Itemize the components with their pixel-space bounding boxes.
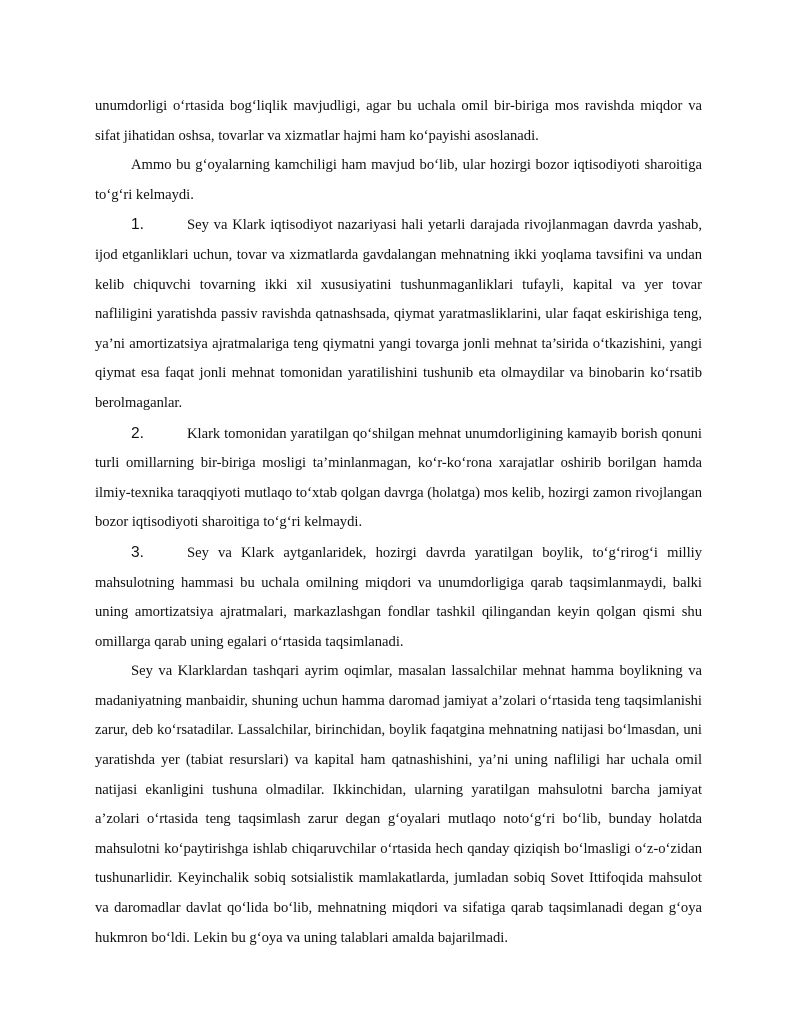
item-text: Sey va Klark iqtisodiyot nazariyasi hali yetarli darajada rivojlanmagan davrda yashab, ijod etganliklari uchun, tovar va xizmatlarda gavdalangan mehnatning ikki yoqlama tavsifini va undan kelib chiquvchi tovarning ikki xil xususiyatini tushunmaganliklari tufayli, kapital va yer tovar nafliligini yaratishda passiv ravishda qatnashsada, qiymat yaratmasliklarini, ular faqat eskirishiga teng, ya’ni amortizatsiya ajratmalariga teng qiymatni yangi tovarga jonli mehnat ta’sirida o‘tkazishini, yangi qiymat esa faqat jonli mehnat tomonidan yaratilishini tushunib eta olmaydilar va binobarin ko‘rsatib berolmaganlar. [95,217,702,411]
item-number: 3. [131,543,144,561]
numbered-item-2 [95,419,702,538]
item-text: Sey va Klark aytganlaridek, hozirgi davrda yaratilgan boylik, to‘g‘rirog‘i milliy mahsulotning hammasi bu uchala omilning miqdori va unumdorligiga qarab taqsimlanmaydi, balki uning amortizatsiya ajratmalari, markazlashgan fondlar tashkil qilingandan keyin qolgan qismi shu omillarga qarab uning egalari o‘rtasida taqsimlanadi. [95,544,702,650]
numbered-item-1 [95,210,702,418]
paragraph-shortcomings: Ammo bu g‘oyalarning kamchiligi ham mavjud bo‘lib, ular hozirgi bozor iqtisodiyoti sharoitiga to‘g‘ri kelmaydi. [95,157,702,203]
paragraph-lassalchilar: Sey va Klarklardan tashqari ayrim oqimlar, masalan lassalchilar mehnat hamma boylikning va madaniyatning manbaidir, shuning uchun hamma daromad jamiyat a’zolari o‘rtasida teng taqsimlanishi zarur, deb ko‘rsatadilar. Lassalchilar, birinchidan, boylik faqatgina mehnatning natijasi bo‘lmasdan, uni yaratishda yer (tabiat resurslari) va kapital ham qatnashishini, ya’ni uning nafliligi har uchala omil natijasi ekanligini tushuna olmadilar. Ikkinchidan, ularning yaratilgan mahsulotni barcha jamiyat a’zolari o‘rtasida teng taqsimlash zarur degan g‘oyalari mutlaqo noto‘g‘ri bo‘lib, bunday holatda mahsulotni ko‘paytirishga ishlab chiqaruvchilar o‘rtasida hech qanday qiziqish bo‘lmasligi o‘z-o‘zidan tushunarlidir. Keyinchalik sobiq sotsialistik mamlakatlarda, jumladan sobiq Sovet Ittifoqida mahsulot va daromadlar davlat qo‘lida bo‘lib, mehnatning miqdori va sifatiga qarab taqsimlanadi degan g‘oya hukmron bo‘ldi. Lekin bu g‘oya va uning talablari amalda bajarilmadi. [95,663,702,946]
document-page [95,92,702,953]
item-text: Klark tomonidan yaratilgan qo‘shilgan mehnat unumdorligining kamayib borish qonuni turli omillarning bir-biriga mosligi ta’minlanmagan, ko‘r-ko‘rona xarajatlar oshirib borilgan hamda ilmiy-texnika taraqqiyoti mutlaqo to‘xtab qolgan davrga (holatga) mos kelib, hozirgi zamon rivojlangan bozor iqtisodiyoti sharoitiga to‘g‘ri kelmaydi. [95,425,702,531]
item-number: 2. [131,424,144,442]
paragraph-continuation: unumdorligi o‘rtasida bog‘liqlik mavjudligi, agar bu uchala omil bir-biriga mos ravishda miqdor va sifat jihatidan oshsa, tovarlar va xizmatlar hajmi ham ko‘payishi asoslanadi. [95,98,702,144]
numbered-item-3 [95,538,702,657]
item-number: 1. [131,216,144,234]
